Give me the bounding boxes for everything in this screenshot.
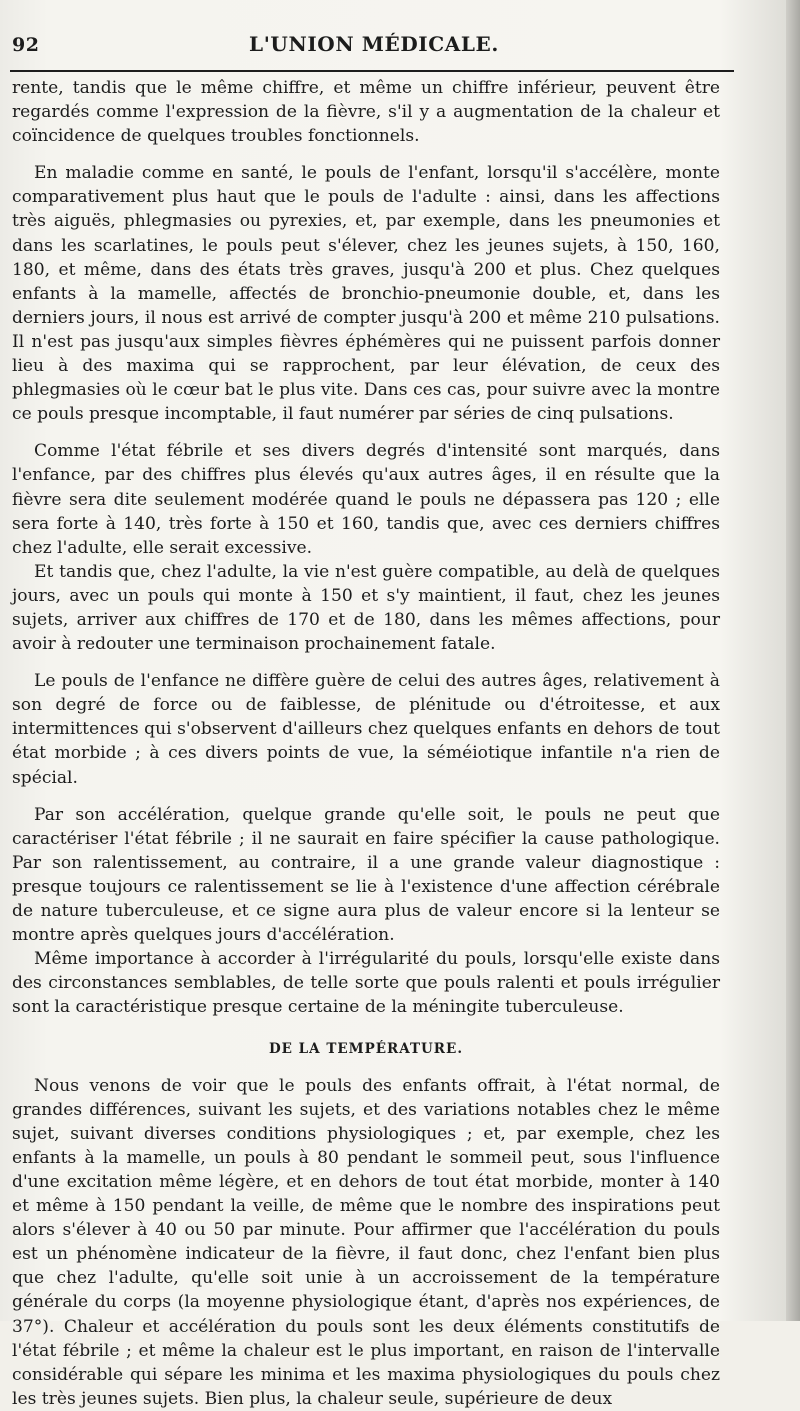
article-body [12,76,720,1411]
page-edge-shadow [786,0,800,1321]
paragraph-2: En maladie comme en santé, le pouls de l'enfant, lorsqu'il s'accélère, monte comparativement plus haut que le pouls de l'adulte : ainsi, dans les affections très aiguës, phlegmasies ou pyrexies, et, par exemple, dans les pneumonies et dans les scarlatines, le pouls peut s'élever, chez les jeunes sujets, à 150, 160, 180, et même, dans des états très graves, jusqu'à 200 et plus. Chez quelques enfants à la mamelle, affectés de bronchio-pneumonie double, et, dans les derniers jours, il nous est arrivé de compter jusqu'à 200 et même 210 pulsations. Il n'est pas jusqu'aux simples fièvres éphémères qui ne puissent parfois donner lieu à des maxima qui se rapprochent, par leur élévation, de ceux des phlegmasies où le cœur bat le plus vite. Dans ces cas, pour suivre avec la montre ce pouls presque incomptable, il faut numérer par séries de cinq pulsations. [12,163,720,425]
section-heading: DE LA TEMPÉRATURE. [268,1041,464,1058]
paragraph-8: Nous venons de voir que le pouls des enfants offrait, à l'état normal, de grandes différences, suivant les sujets, et des variations notables chez le même sujet, suivant diverses conditions physiologiques ; et, par exemple, chez les enfants à la mamelle, un pouls à 80 pendant le sommeil peut, sous l'influence d'une excitation même légère, et en dehors de tout état morbide, monter à 140 et même à 150 pendant la veille, de même que le nombre des inspirations peut alors s'élever à 40 ou 50 par minute. Pour affirmer que l'accélération du pouls est un phénomène indicateur de la fièvre, il faut donc, chez l'enfant bien plus que chez l'adulte, qu'elle soit unie à un accroissement de la température générale du corps (la moyenne physiologique étant, d'après nos expériences, de 37°). Chaleur et accélération du pouls sont les deux éléments constitutifs de l'état fébrile ; et même la chaleur est le plus important, en raison de l'intervalle considérable qui sépare les minima et les maxima physiologiques du pouls chez les très jeunes sujets. Bien plus, la chaleur seule, supérieure de deux [12,1075,720,1409]
page-header [10,28,738,64]
running-title: L'UNION MÉDICALE. [249,32,499,56]
paragraph-5: Le pouls de l'enfance ne diffère guère de celui des autres âges, relativement à son degré de force ou de faiblesse, de plénitude ou d'étroitesse, et aux intermittences qui s'observent d'ailleurs chez quelques enfants en dehors de tout état morbide ; à ces divers points de vue, la séméiotique infantile n'a rien de spécial. [12,671,720,788]
paragraph-6: Par son accélération, quelque grande qu'elle soit, le pouls ne peut que caractériser l'état fébrile ; il ne saurait en faire spécifier la cause pathologique. Par son ralentissement, au contraire, il a une grande valeur diagnostique : presque toujours ce ralentissement se lie à l'existence d'une affection cérébrale de nature tuberculeuse, et ce signe aura plus de valeur encore si la lenteur se montre après quelques jours d'accélération. [12,804,720,946]
paragraph-1: rente, tandis que le même chiffre, et même un chiffre inférieur, peuvent être regardés comme l'expression de la fièvre, s'il y a augmentation de la chaleur et coïncidence de quelques troubles fonctionnels. [12,78,720,147]
page-number: 92 [12,34,40,56]
paragraph-4: Et tandis que, chez l'adulte, la vie n'est guère compatible, au delà de quelques jours, avec un pouls qui monte à 150 et s'y maintient, il faut, chez les jeunes sujets, arriver aux chiffres de 170 et de 180, dans les mêmes affections, pour avoir à redouter une terminaison prochainement fatale. [12,561,720,655]
header-rule [10,70,734,72]
paragraph-7: Même importance à accorder à l'irrégularité du pouls, lorsqu'elle existe dans des circonstances semblables, de telle sorte que pouls ralenti et pouls irrégulier sont la caractéristique presque certaine de la méningite tuberculeuse. [12,949,720,1018]
paragraph-3: Comme l'état fébrile et ses divers degrés d'intensité sont marqués, dans l'enfance, par des chiffres plus élevés qu'aux autres âges, il en résulte que la fièvre sera dite seulement modérée quand le pouls ne dépassera pas 120 ; elle sera forte à 140, très forte à 150 et 160, tandis que, avec ces derniers chiffres chez l'adulte, elle serait excessive. [12,441,720,558]
